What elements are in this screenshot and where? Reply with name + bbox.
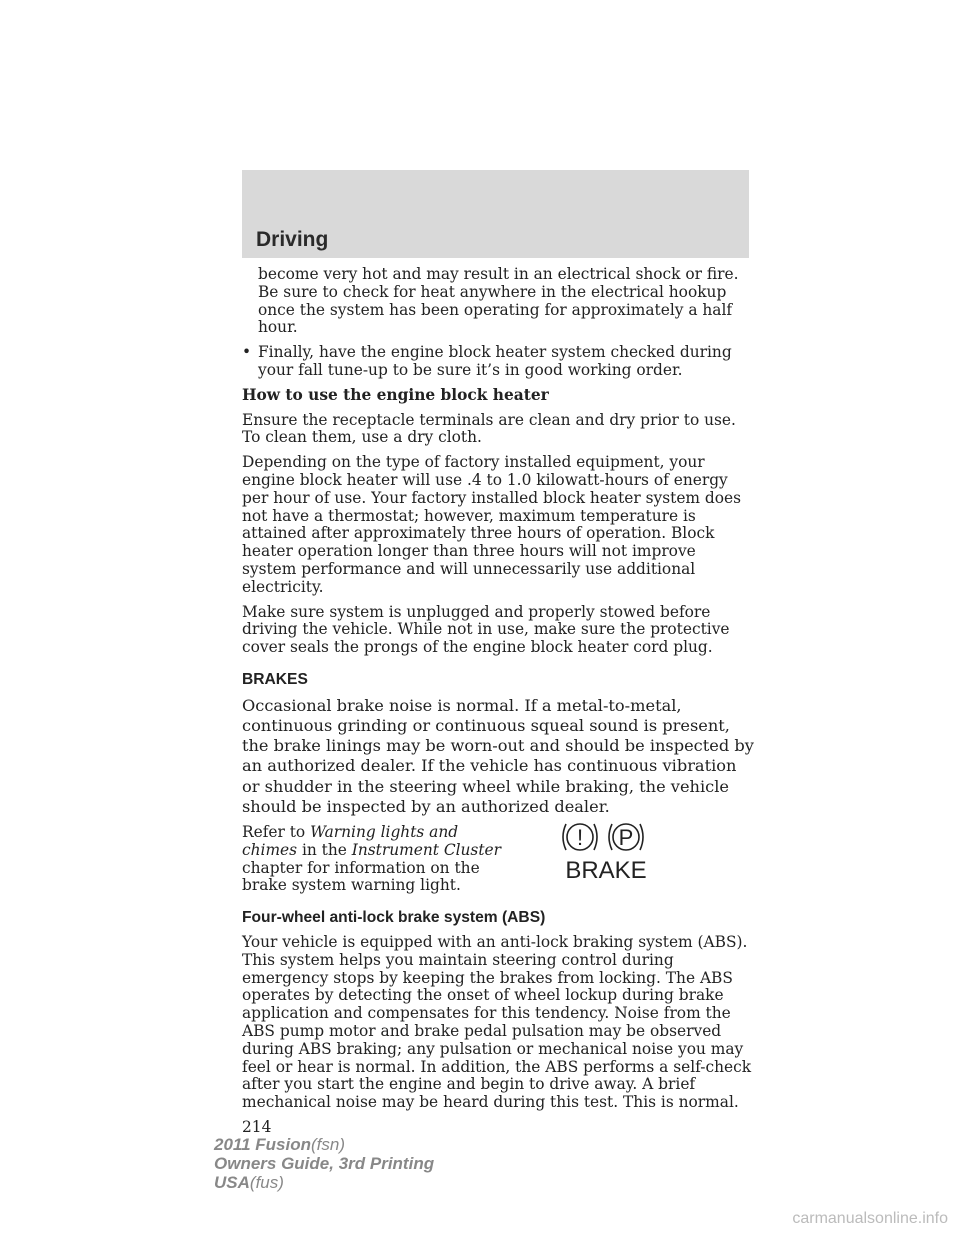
brake-warning-icon bbox=[560, 820, 658, 884]
footer-model: 2011 Fusion bbox=[214, 1135, 311, 1154]
paragraph-receptacle: Ensure the receptacle terminals are clean and dry prior to use. To clean them, use a dry cloth. bbox=[242, 410, 736, 447]
paragraph-unplugged: Make sure system is unplugged and properly stowed before driving the vehicle. While not in use, make sure the protective cover seals the prongs of the engine block heater cord plug. bbox=[242, 602, 730, 657]
refer-middle: in the bbox=[297, 840, 352, 859]
subheading-how-to-use: How to use the engine block heater bbox=[242, 385, 549, 404]
page-content bbox=[242, 266, 754, 1144]
footer-line-3 bbox=[214, 1173, 434, 1192]
bullet-symbol: • bbox=[242, 343, 252, 362]
footer-region: USA bbox=[214, 1173, 250, 1192]
page-number: 214 bbox=[242, 1117, 272, 1136]
refer-text bbox=[242, 824, 512, 895]
reference-instrument-cluster: Instrument Cluster bbox=[351, 840, 501, 859]
footer-model-code: (fsn) bbox=[311, 1135, 345, 1154]
bullet-item bbox=[242, 344, 754, 380]
footer-line-2: Owners Guide, 3rd Printing bbox=[214, 1154, 435, 1173]
reference-warning-lights: Warning lights and chimes bbox=[242, 822, 459, 859]
brake-icon-label: BRAKE bbox=[565, 856, 647, 884]
paragraph-abs: Your vehicle is equipped with an anti-lock braking system (ABS). This system helps you maintain steering control during emergency stops by keeping the brakes from locking. The ABS operates by detecting the onset of wheel lockup during brake application and compensates for this tendency. Noise from the ABS pump motor and brake pedal pulsation may be observed during ABS braking; any pulsation or mechanical noise you may feel or hear is normal. In addition, the ABS performs a self-check after you start the engine and begin to drive away. A brief mechanical noise may be heard during this test. This is normal. bbox=[242, 932, 752, 1112]
paragraph-energy-use: Depending on the type of factory installed equipment, your engine block heater will use .4 to 1.0 kilowatt-hours of energy per hour of use. Your factory installed block heater system does not have a thermostat; however, maximum temperature is attained after approximately three hours of operation. Block heater operation longer than three hours will not improve system performance and will unnecessarily use additional electricity. bbox=[242, 453, 742, 596]
footer-region-code: (fus) bbox=[249, 1173, 284, 1192]
paragraph-brake-noise: Occasional brake noise is normal. If a metal-to-metal, continuous grinding or continuous squeal sound is present, the brake linings may be worn-out and should be inspected by an authorized dealer. If the vehicle has continuous vibration or shudder in the steering wheel while braking, the vehicle should be inspected by an authorized dealer. bbox=[242, 695, 754, 816]
heading-abs: Four-wheel anti-lock brake system (ABS) bbox=[242, 909, 546, 927]
refer-prefix: Refer to bbox=[242, 822, 311, 841]
paragraph-continued: become very hot and may result in an electrical shock or fire. Be sure to check for heat anywhere in the electrical hookup once the system has been operating for approximately a half hour. bbox=[258, 265, 739, 337]
footer bbox=[214, 1135, 434, 1192]
refer-suffix: chapter for information on the brake system warning light. bbox=[242, 858, 480, 895]
heading-brakes: BRAKES bbox=[242, 670, 308, 688]
brake-icon-parking: P bbox=[618, 824, 634, 850]
bullet-text: Finally, have the engine block heater system checked during your fall tune-up to be sure it’s in good working order. bbox=[258, 343, 732, 379]
refer-row bbox=[242, 824, 754, 895]
footer-line-1 bbox=[214, 1135, 434, 1154]
section-title: Driving bbox=[256, 228, 329, 251]
watermark: carmanualsonline.info bbox=[792, 1210, 948, 1227]
brake-icon-exclamation: ! bbox=[576, 824, 584, 850]
